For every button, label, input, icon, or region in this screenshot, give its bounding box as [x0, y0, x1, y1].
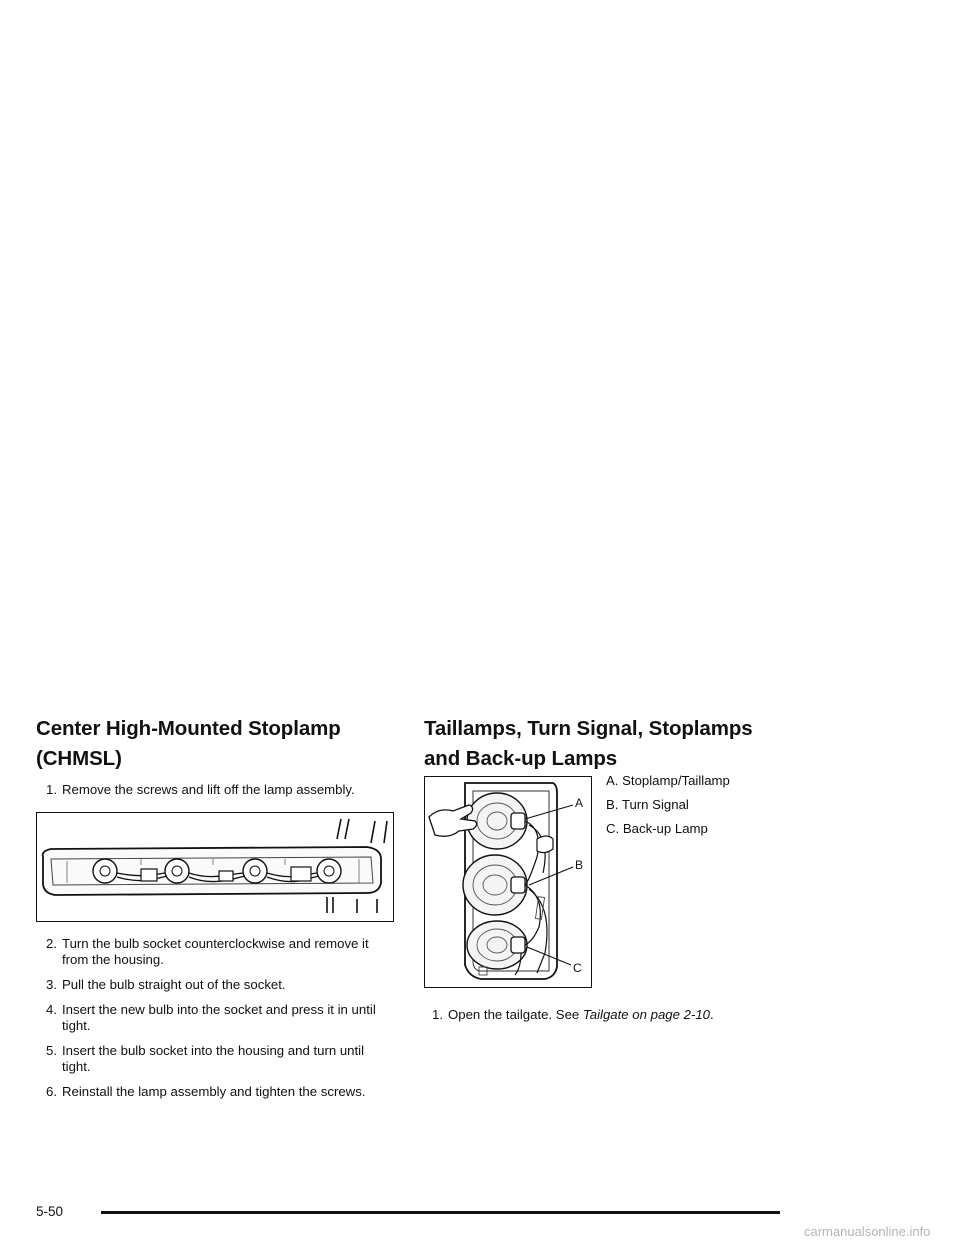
taillamp-steps — [422, 1007, 802, 1032]
chmsl-illustration — [36, 812, 394, 922]
chmsl-steps-part2 — [36, 936, 396, 1100]
heading-line-2: (CHMSL) — [36, 747, 122, 770]
tailgate-link[interactable]: Tailgate on page 2-10 — [582, 1007, 711, 1022]
list-item: 4. Insert the new bulb into the socket and press it in until tight. — [46, 1002, 376, 1033]
taillamp-illustration — [424, 776, 592, 988]
heading-line-1: Taillamps, Turn Signal, Stoplamps — [424, 717, 753, 740]
taillamps-section — [424, 714, 794, 1034]
legend-item-a: A. Stoplamp/Taillamp — [606, 773, 730, 788]
list-item: 6. Reinstall the lamp assembly and tighten the screws. — [46, 1084, 366, 1099]
list-item: 3. Pull the bulb straight out of the socket. — [46, 977, 286, 992]
chmsl-steps-part1 — [36, 782, 396, 798]
list-item: 1. Open the tailgate. See Tailgate on page 2-10. — [432, 1007, 714, 1022]
list-item: 2. Turn the bulb socket counterclockwise and remove it from the housing. — [46, 936, 369, 967]
heading-line-2: and Back-up Lamps — [424, 747, 618, 770]
taillamp-legend — [606, 773, 730, 845]
watermark: carmanualsonline.info — [804, 1224, 931, 1239]
footer-divider — [101, 1211, 780, 1214]
list-item: 1. Remove the screws and lift off the lamp assembly. — [46, 782, 355, 797]
heading-line-1: Center High-Mounted Stoplamp — [36, 717, 341, 740]
chmsl-lamp-drawing — [37, 813, 392, 920]
chmsl-section — [36, 714, 396, 1109]
callout-a: A — [575, 796, 584, 810]
section-heading-chmsl — [36, 714, 396, 774]
callout-b: B — [575, 858, 584, 872]
section-heading-taillamps — [424, 714, 794, 774]
page-number: 5-50 — [36, 1204, 64, 1219]
taillamp-drawing — [425, 777, 590, 986]
callout-c: C — [573, 961, 582, 975]
legend-item-b: B. Turn Signal — [606, 797, 689, 812]
legend-item-c: C. Back-up Lamp — [606, 821, 708, 836]
list-item: 5. Insert the bulb socket into the housing and turn until tight. — [46, 1043, 365, 1074]
